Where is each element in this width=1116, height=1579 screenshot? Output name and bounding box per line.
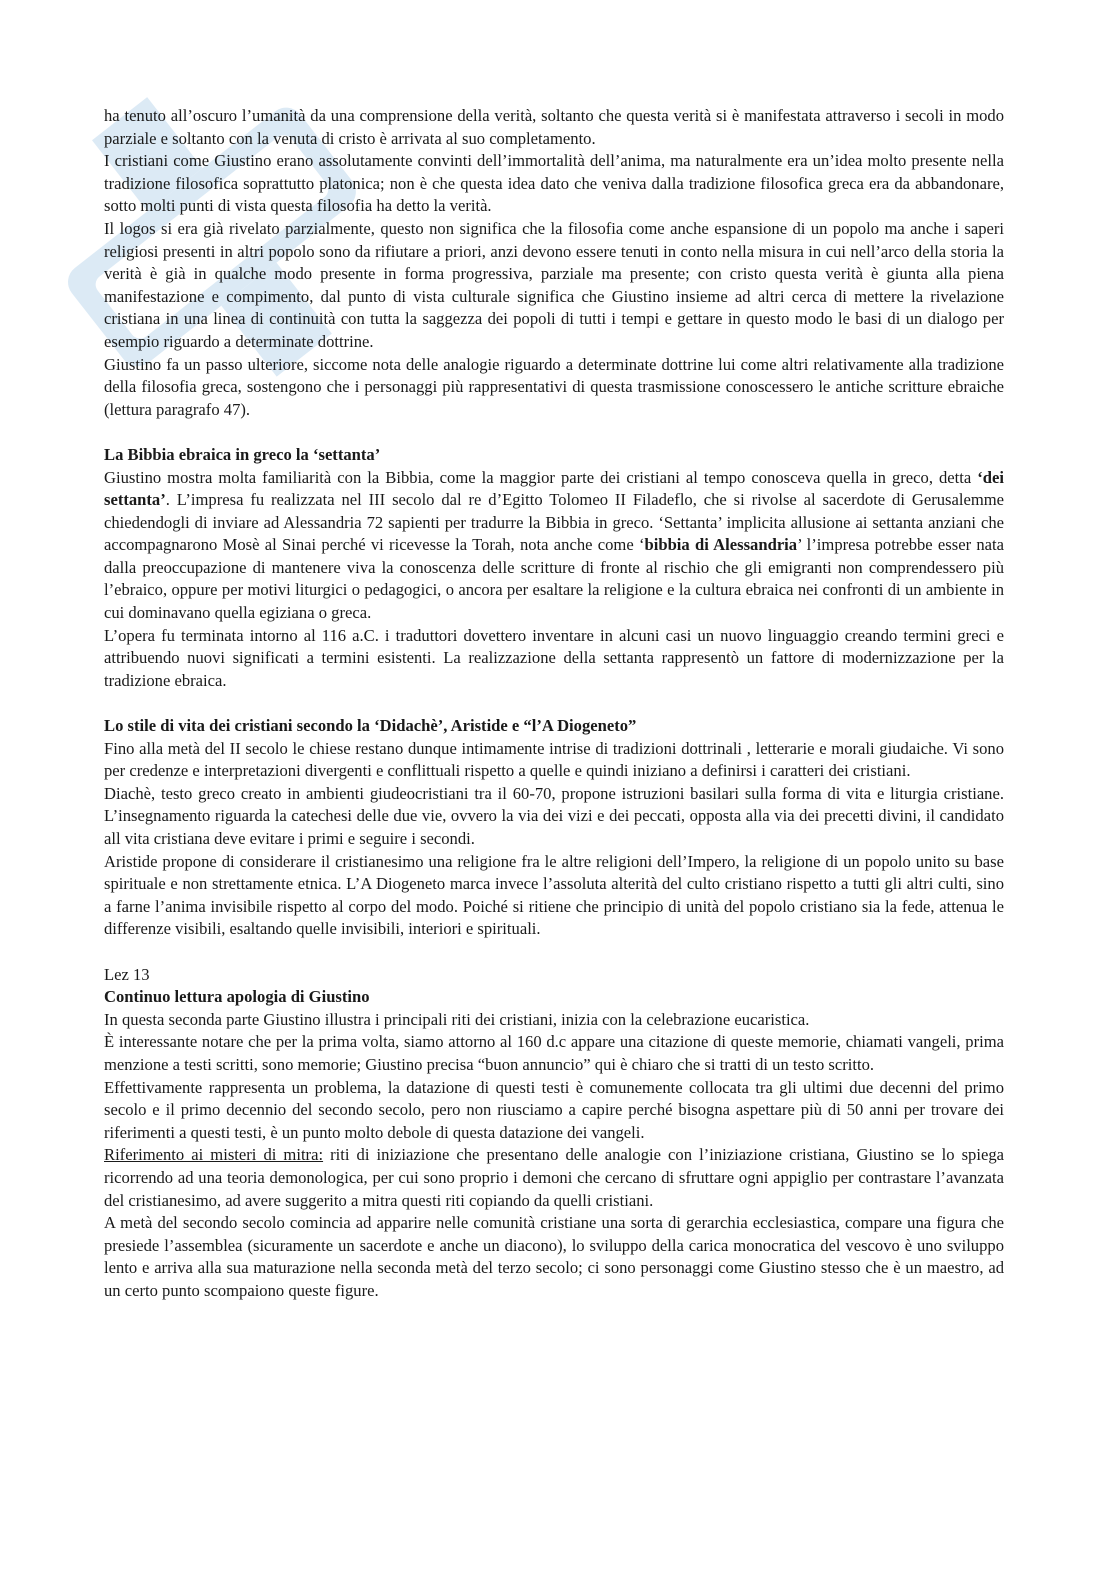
text-run: riti di iniziazione che presentano delle analogie con l’iniziazione cristiana, Giustino se lo spiega ricorrendo ad una teoria demonologica, per cui sono proprio i demoni che cercano di sfruttare ogni appiglio per contrastare l’avanzata del cristianesimo, ad avere suggerito a mitra questi riti copiando da quelli cristiani. xyxy=(104,1145,1004,1210)
spacer xyxy=(104,941,1004,964)
bold-term: bibbia di Alessandria xyxy=(644,535,798,555)
underlined-label: Riferimento ai misteri di mitra: xyxy=(104,1145,324,1165)
bold-term: ‘dei settanta’ xyxy=(104,467,1004,510)
paragraph: Aristide propone di considerare il cristianesimo una religione fra le altre religioni dell’Impero, la religione di un popolo unito su base spirituale e non strettamente etnica. L’A Diogeneto marca invece l’assoluta alterità del culto cristiano rispetto a tutti gli altri culti, sino a farne l’anima invisibile rispetto al corpo del modo. Poiché si ritiene che principio di unità del popolo cristiano sia la fede, attenua le differenze visibili, esaltando quelle invisibili, interiori e spirituali. xyxy=(104,851,1004,939)
lesson-label: Lez 13 xyxy=(104,964,150,984)
text-run: . L’impresa fu realizzata nel III secolo dal re d’Egitto Tolomeo II Filadeflo, che si rivolse al sacerdote di Gerusalemme chiedendogli di inviare ad Alessandria 72 sapienti per tradurre la Bibbia in greco. ‘Settanta’ implicita allusione ai settanta anziani che accompagnarono Mosè al Sinai perché vi ricevesse la Torah, nota anche come ‘ xyxy=(104,490,1004,555)
document-page xyxy=(104,105,1004,1302)
paragraph: A metà del secondo secolo comincia ad apparire nelle comunità cristiane una sorta di gerarchia ecclesiastica, compare una figura che presiede l’assemblea (sicuramente un sacerdote e anche un diacono), lo sviluppo della carica monocratica del vescovo è uno sviluppo lento e arriva alla sua maturazione nella seconda metà del terzo secolo; ci sono personaggi come Giustino stesso che è un maestro, ad un certo punto scompaiono queste figure. xyxy=(104,1213,1004,1300)
paragraph: L’opera fu terminata intorno al 116 a.C. i traduttori dovettero inventare in alcuni casi un nuovo linguaggio creando termini greci e attribuendo nuovi significati a termini esistenti. La realizzazione della settanta rappresentò un fattore di modernizzazione per la tradizione ebraica. xyxy=(104,625,1004,690)
section-heading-settanta: La Bibbia ebraica in greco la ‘settanta’ xyxy=(104,444,381,464)
paragraph: Giustino fa un passo ulteriore, siccome nota delle analogie riguardo a determinate dottrine lui come altri relativamente alla tradizione della filosofia greca, sostengono che i personaggi più rappresentativi di questa trasmissione conoscessero le antiche scritture ebraiche (lettura paragrafo 47). xyxy=(104,354,1004,419)
text-run: Giustino mostra molta familiarità con la Bibbia, come la maggior parte dei cristiani al tempo conosceva quella in greco, detta xyxy=(104,467,978,487)
paragraph: È interessante notare che per la prima volta, siamo attorno al 160 d.c appare una citazione di queste memorie, chiamati vangeli, prima menzione a testi scritti, sono memorie; Giustino precisa “buon annuncio” qui è chiaro che si tratti di un testo scritto. xyxy=(104,1032,1004,1074)
section-heading-lez13: Continuo lettura apologia di Giustino xyxy=(104,987,370,1007)
paragraph: ha tenuto all’oscuro l’umanità da una comprensione della verità, soltanto che questa verità si è manifestata attraverso i secoli in modo parziale e soltanto con la venuta di cristo è arrivata al suo completamento. xyxy=(104,106,1004,148)
paragraph: Fino alla metà del II secolo le chiese restano dunque intimamente intrise di tradizioni dottrinali , letterarie e morali giudaiche. Vi sono per credenze e interpretazioni divergenti e conflittuali rispetto a quelle e quindi iniziano a definirsi i caratteri dei cristiani. xyxy=(104,738,1004,781)
paragraph xyxy=(104,467,1004,625)
section-heading-stile: Lo stile di vita dei cristiani secondo la ‘Didachè’, Aristide e “l’A Diogeneto” xyxy=(104,716,637,736)
text-run: ’ l’impresa potrebbe esser nata dalla preoccupazione di mantenere viva la conoscenza delle scritture di fronte al rischio che gli emigranti non comprendessero più l’ebraico, oppure per motivi liturgici o pedagogici, o ancora per esaltare la religione e la cultura ebraica nei confronti di un ambiente in cui dominavano quella egiziana o greca. xyxy=(104,535,1005,623)
paragraph: Il logos si era già rivelato parzialmente, questo non significa che la filosofia come anche espansione di un popolo ma anche i saperi religiosi presenti in altri popolo sono da rifiutare a priori, anzi devono essere tenuti in conto nella misura in cui nell’arco della storia la verità è già in qualche modo presente in forma progressiva, parziale ma presente; con cristo questa verità è giunta alla piena manifestazione e compimento, dal punto di vista culturale significa che Giustino insieme ad altri cerca di mettere la rivelazione cristiana in una linea di continuità con tutta la saggezza dei popoli di tutti i tempi e gettare in questo modo le basi di un dialogo per esempio riguardo a determinate dottrine. xyxy=(104,218,1004,351)
paragraph xyxy=(104,1144,1004,1212)
paragraph: I cristiani come Giustino erano assolutamente convinti dell’immortalità dell’anima, ma naturalmente era un’idea molto presente nella tradizione filosofica soprattutto platonica; non è che questa idea dato che veniva dalla tradizione filosofica greca era da abbandonare, sotto molti punti di vista questa filosofia ha detto la verità. xyxy=(104,151,1004,216)
paragraph: In questa seconda parte Giustino illustra i principali riti dei cristiani, inizia con la celebrazione eucaristica. xyxy=(104,1009,810,1029)
paragraph: Effettivamente rappresenta un problema, la datazione di questi testi è comunemente collocata tra gli ultimi due decenni del primo secolo e il primo decennio del secondo secolo, pero non riusciamo a capire perché bisogna aspettare più di 50 anni per trovare dei riferimenti a questi testi, è un punto molto debole di questa datazione dei vangeli. xyxy=(104,1077,1004,1142)
spacer xyxy=(104,421,1004,444)
paragraph: Diachè, testo greco creato in ambienti giudeocristiani tra il 60-70, propone istruzioni basilari sulla forma di vita e liturgia cristiane. L’insegnamento riguarda la catechesi delle due vie, ovvero la via dei vizi e dei peccati, opposta alla via dei precetti divini, il candidato all vita cristiana deve evitare i primi e seguire i secondi. xyxy=(104,783,1004,848)
spacer xyxy=(104,692,1004,715)
